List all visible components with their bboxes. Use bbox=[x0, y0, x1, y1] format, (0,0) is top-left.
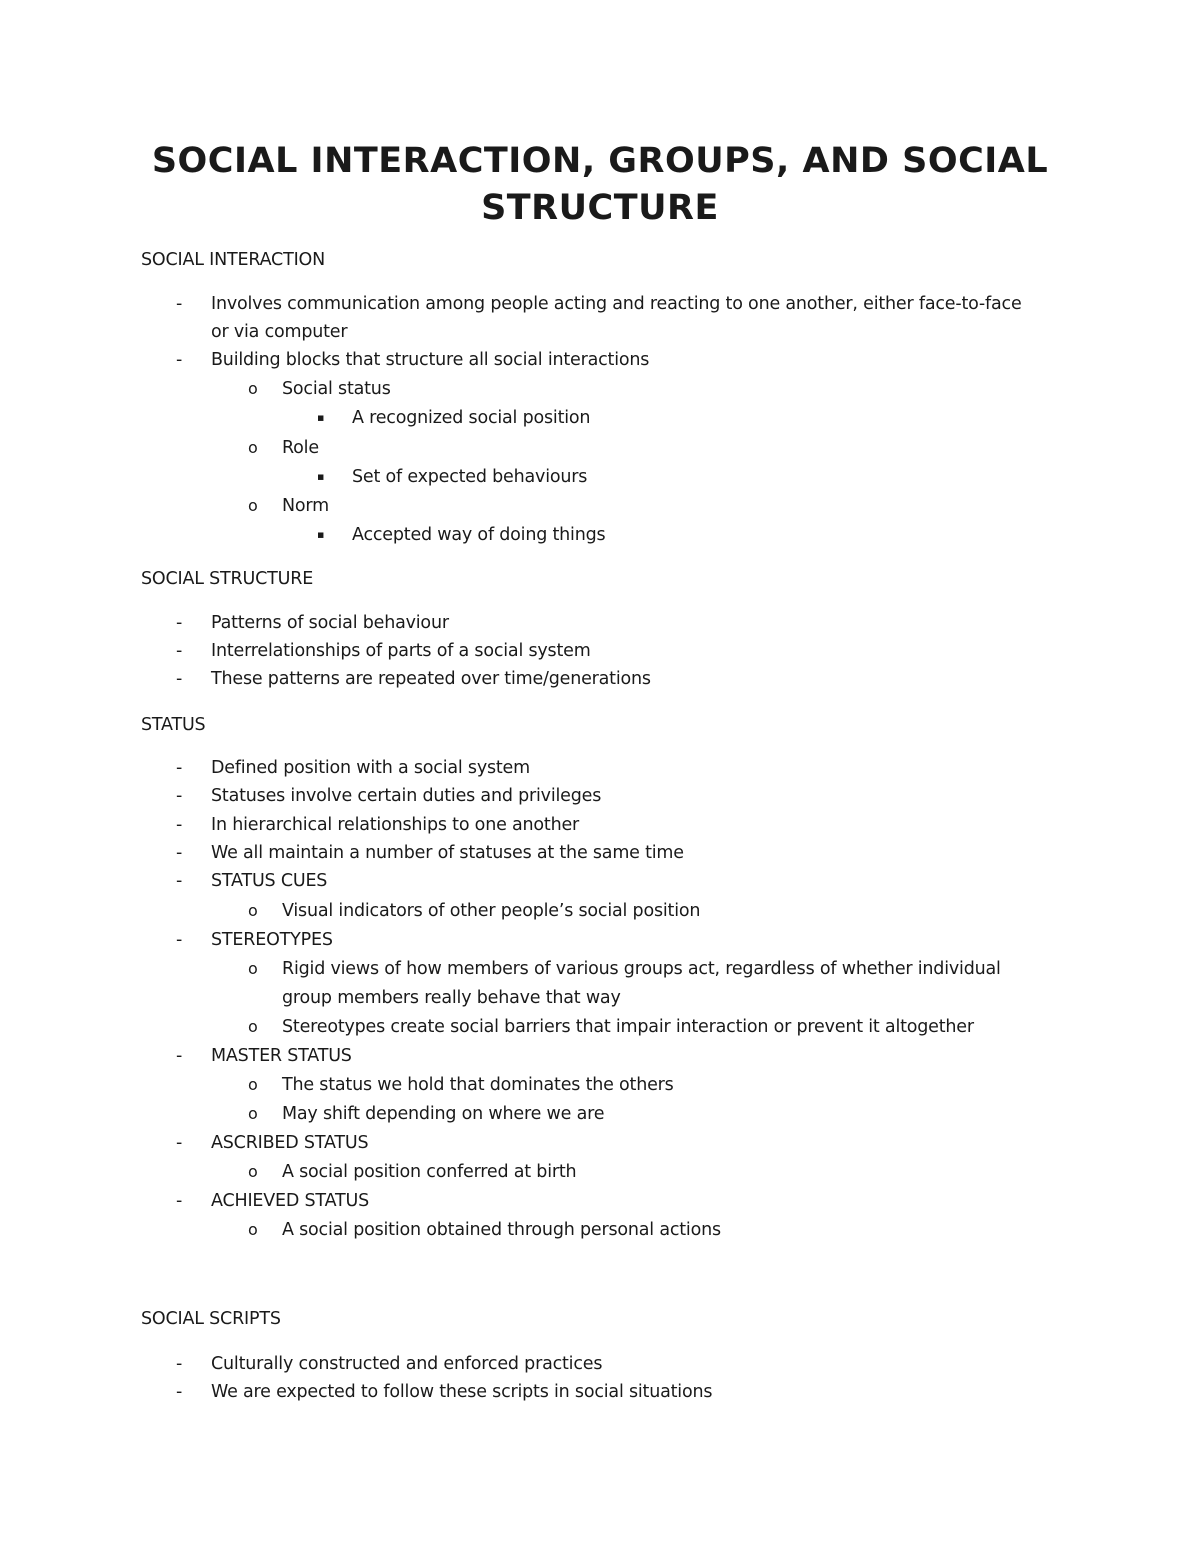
bullet-dash: - bbox=[176, 1133, 183, 1153]
page-title bbox=[140, 138, 1060, 232]
sub-list-item: Stereotypes create social barriers that impair interaction or prevent it altogether bbox=[282, 1017, 974, 1037]
bullet-dash: - bbox=[176, 1191, 183, 1211]
list-item: Statuses involve certain duties and privileges bbox=[211, 786, 602, 806]
sub-list-item: Norm bbox=[282, 496, 329, 516]
bullet-circle: o bbox=[248, 901, 258, 920]
sub-sub-list-item: A recognized social position bbox=[352, 408, 591, 428]
list-item: Building blocks that structure all social interactions bbox=[211, 350, 650, 370]
bullet-square: ▪ bbox=[317, 528, 325, 541]
bullet-dash: - bbox=[176, 815, 183, 835]
bullet-dash: - bbox=[176, 1046, 183, 1066]
list-item-achieved-status: ACHIEVED STATUS bbox=[211, 1191, 369, 1211]
sub-sub-list-item: Accepted way of doing things bbox=[352, 525, 606, 545]
sub-sub-list-item: Set of expected behaviours bbox=[352, 467, 588, 487]
list-item: These patterns are repeated over time/generations bbox=[211, 669, 651, 689]
bullet-square: ▪ bbox=[317, 411, 325, 424]
sub-list-item: May shift depending on where we are bbox=[282, 1104, 605, 1124]
bullet-dash: - bbox=[176, 871, 183, 891]
bullet-circle: o bbox=[248, 1104, 258, 1123]
bullet-circle: o bbox=[248, 1017, 258, 1036]
sub-list-item: Role bbox=[282, 438, 319, 458]
section-heading-status: STATUS bbox=[141, 715, 206, 735]
sub-list-item: The status we hold that dominates the others bbox=[282, 1075, 674, 1095]
section-heading-social-interaction: SOCIAL INTERACTION bbox=[141, 250, 325, 270]
list-item: In hierarchical relationships to one another bbox=[211, 815, 580, 835]
bullet-dash: - bbox=[176, 613, 183, 633]
sub-list-item: A social position conferred at birth bbox=[282, 1162, 577, 1182]
section-heading-social-scripts: SOCIAL SCRIPTS bbox=[141, 1309, 281, 1329]
bullet-dash: - bbox=[176, 1382, 183, 1402]
bullet-circle: o bbox=[248, 438, 258, 457]
list-item: We are expected to follow these scripts in social situations bbox=[211, 1382, 713, 1402]
bullet-circle: o bbox=[248, 1220, 258, 1239]
bullet-dash: - bbox=[176, 669, 183, 689]
bullet-dash: - bbox=[176, 641, 183, 661]
list-item-status-cues: STATUS CUES bbox=[211, 871, 328, 891]
list-item-continuation: or via computer bbox=[211, 322, 348, 342]
bullet-circle: o bbox=[248, 379, 258, 398]
list-item: Involves communication among people acting and reacting to one another, either face-to-face bbox=[211, 294, 1022, 314]
bullet-circle: o bbox=[248, 1075, 258, 1094]
list-item-stereotypes: STEREOTYPES bbox=[211, 930, 333, 950]
sub-list-item: Visual indicators of other people’s social position bbox=[282, 901, 701, 921]
sub-list-item: Social status bbox=[282, 379, 391, 399]
bullet-circle: o bbox=[248, 959, 258, 978]
bullet-dash: - bbox=[176, 786, 183, 806]
list-item: Interrelationships of parts of a social system bbox=[211, 641, 591, 661]
bullet-dash: - bbox=[176, 1354, 183, 1374]
bullet-circle: o bbox=[248, 496, 258, 515]
sub-list-item: Rigid views of how members of various groups act, regardless of whether individual bbox=[282, 959, 1001, 979]
sub-list-item-continuation: group members really behave that way bbox=[282, 988, 621, 1008]
section-heading-social-structure: SOCIAL STRUCTURE bbox=[141, 569, 314, 589]
sub-list-item: A social position obtained through personal actions bbox=[282, 1220, 721, 1240]
list-item: Defined position with a social system bbox=[211, 758, 530, 778]
bullet-dash: - bbox=[176, 294, 183, 314]
bullet-dash: - bbox=[176, 350, 183, 370]
bullet-circle: o bbox=[248, 1162, 258, 1181]
list-item-master-status: MASTER STATUS bbox=[211, 1046, 352, 1066]
bullet-dash: - bbox=[176, 758, 183, 778]
bullet-square: ▪ bbox=[317, 470, 325, 483]
list-item: Patterns of social behaviour bbox=[211, 613, 449, 633]
title-line-2: STRUCTURE bbox=[481, 188, 719, 228]
bullet-dash: - bbox=[176, 843, 183, 863]
list-item: Culturally constructed and enforced practices bbox=[211, 1354, 603, 1374]
list-item-ascribed-status: ASCRIBED STATUS bbox=[211, 1133, 369, 1153]
list-item: We all maintain a number of statuses at the same time bbox=[211, 843, 684, 863]
title-line-1: SOCIAL INTERACTION, GROUPS, AND SOCIAL bbox=[151, 141, 1049, 181]
bullet-dash: - bbox=[176, 930, 183, 950]
